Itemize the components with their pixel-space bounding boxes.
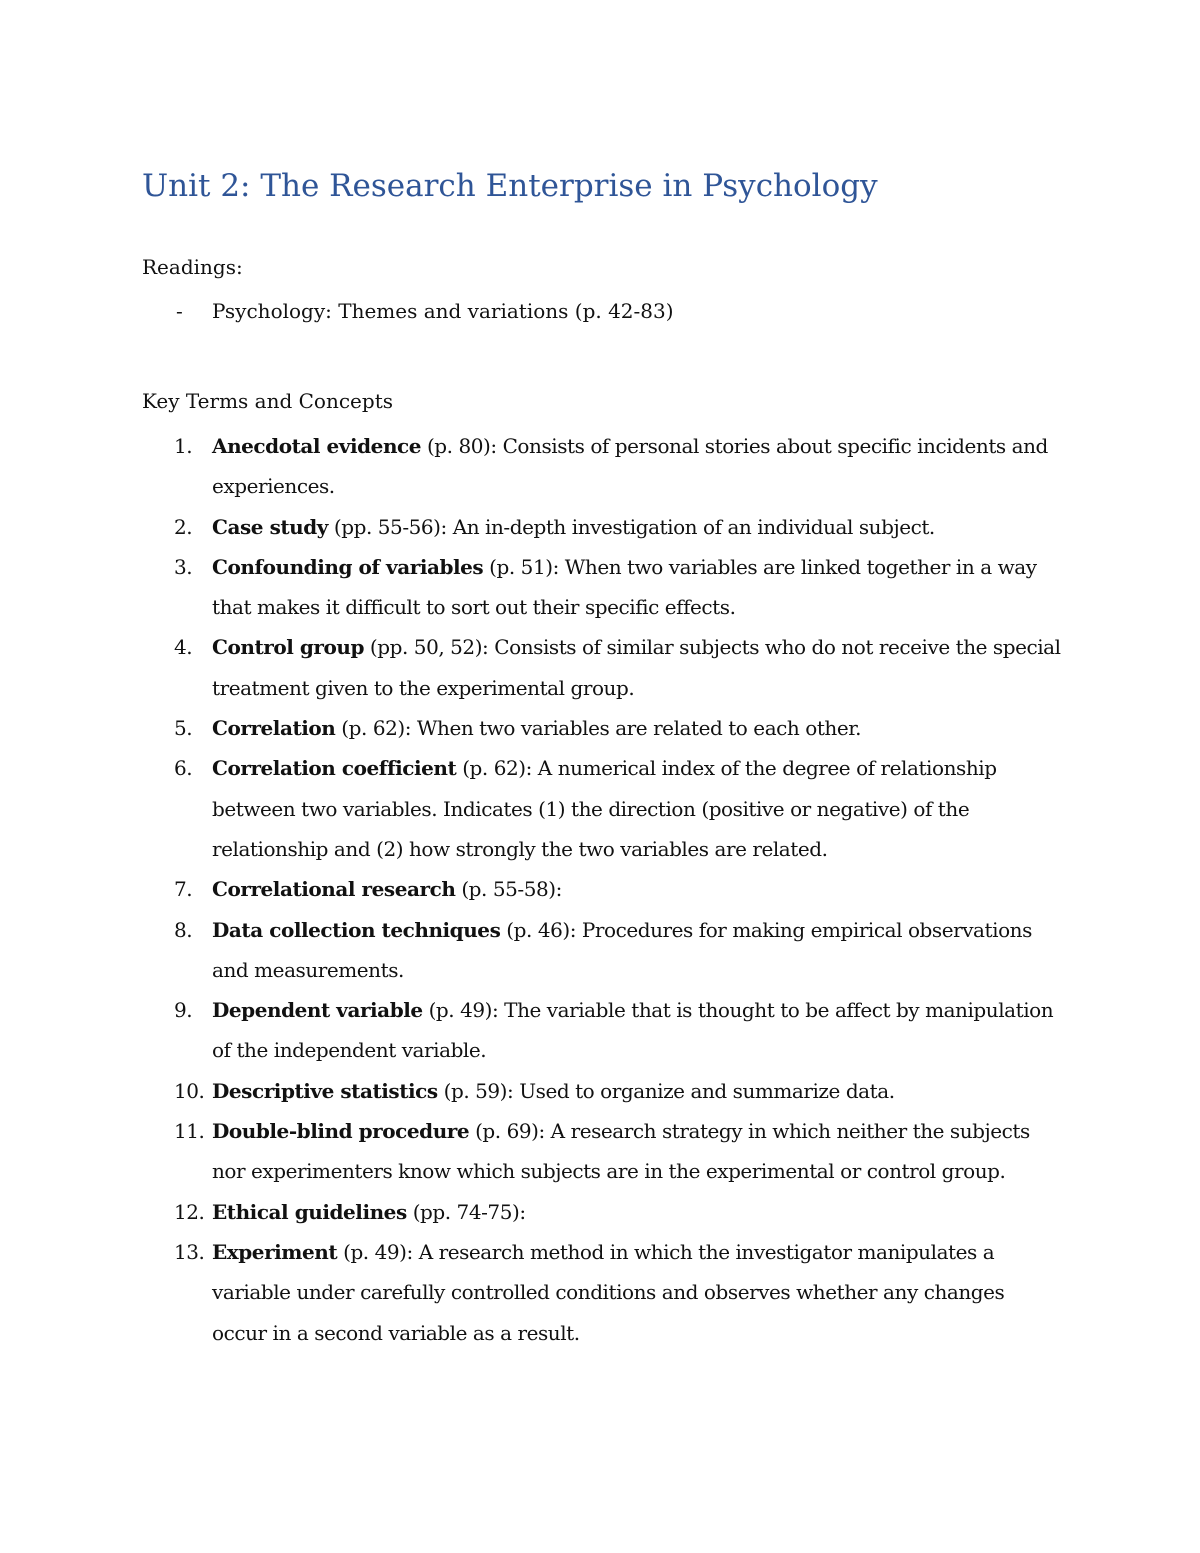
term-number: 10.: [174, 1078, 205, 1103]
term-name: Double-blind procedure: [212, 1119, 470, 1144]
reading-text: Psychology: Themes and variations (p. 42-83): [212, 299, 674, 323]
term-definition: (p. 55-58):: [455, 877, 562, 902]
term-name: Experiment: [212, 1239, 338, 1264]
term-definition: (p. 62): When two variables are related to each other.: [335, 716, 862, 741]
term-name: Confounding of variables: [212, 554, 484, 579]
term-name: Case study: [212, 514, 328, 539]
term-definition: (pp. 50, 52): Consists of similar subjects who do not receive the special treatment given to the experimental group.: [212, 635, 1061, 700]
reading-item: [142, 296, 674, 326]
term-definition: (pp. 55-56): An in-depth investigation of an individual subject.: [327, 514, 935, 539]
term-name: Correlation: [212, 716, 336, 741]
page-title: Unit 2: The Research Enterprise in Psychology: [142, 168, 878, 204]
term-name: Correlation coefficient: [212, 756, 457, 781]
term-item: [142, 1071, 1062, 1111]
term-number: 6.: [174, 756, 193, 781]
term-number: 4.: [174, 635, 193, 660]
term-item: [142, 1192, 1062, 1232]
term-item: [142, 869, 1062, 909]
term-definition: (p. 80): Consists of personal stories about specific incidents and experiences.: [212, 434, 1048, 499]
key-terms-list: [142, 426, 1062, 1353]
term-definition: (p. 49): A research method in which the investigator manipulates a variable under carefully controlled conditions and observes whether any changes occur in a second variable as a result.: [212, 1239, 1005, 1345]
term-item: [142, 547, 1062, 628]
term-name: Anecdotal evidence: [212, 434, 422, 458]
term-definition: (p. 49): The variable that is thought to be affect by manipulation of the independent variable.: [212, 998, 1054, 1063]
term-definition: (p. 46): Procedures for making empirical observations and measurements.: [212, 917, 1032, 982]
term-name: Descriptive statistics: [212, 1078, 438, 1103]
term-definition: (p. 51): When two variables are linked together in a way that makes it difficult to sort out their specific effects.: [212, 554, 1037, 620]
readings-heading: Readings:: [142, 255, 243, 279]
term-definition: (p. 69): A research strategy in which neither the subjects nor experimenters know which subjects are in the experimental or control group.: [212, 1119, 1030, 1184]
term-item: [142, 990, 1062, 1071]
bullet-dash: -: [176, 299, 183, 323]
term-definition: (p. 62): A numerical index of the degree of relationship between two variables. Indicates (1) the direction (positive or negative) of the relationship and (2) how strongly the two variables are related.: [212, 756, 997, 861]
term-number: 7.: [174, 877, 193, 902]
term-number: 12.: [174, 1199, 205, 1224]
term-item: [142, 507, 1062, 547]
term-name: Ethical guidelines: [212, 1199, 407, 1224]
term-item: [142, 426, 1062, 507]
term-number: 3.: [174, 554, 193, 579]
term-number: 9.: [174, 998, 193, 1023]
term-item: [142, 910, 1062, 991]
term-number: 11.: [174, 1119, 205, 1144]
term-number: 13.: [174, 1239, 205, 1264]
term-name: Correlational research: [212, 877, 456, 902]
term-name: Control group: [212, 635, 365, 660]
term-name: Data collection techniques: [212, 917, 501, 942]
term-number: 8.: [174, 917, 193, 942]
term-number: 2.: [174, 514, 193, 539]
term-item: [142, 627, 1062, 708]
term-item: [142, 708, 1062, 748]
term-name: Dependent variable: [212, 998, 423, 1023]
readings-list: [142, 296, 674, 326]
term-item: [142, 748, 1062, 869]
term-number: 5.: [174, 716, 193, 741]
key-terms-heading: Key Terms and Concepts: [142, 389, 393, 413]
term-item: [142, 1111, 1062, 1192]
term-definition: (pp. 74-75):: [406, 1199, 526, 1224]
term-item: [142, 1232, 1062, 1353]
term-number: 1.: [174, 434, 193, 458]
term-definition: (p. 59): Used to organize and summarize data.: [437, 1078, 895, 1103]
